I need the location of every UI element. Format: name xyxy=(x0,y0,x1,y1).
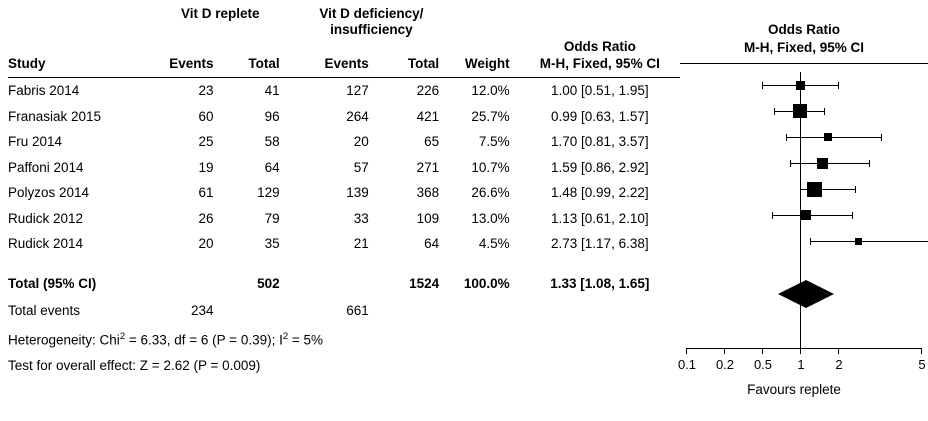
spacer-cell xyxy=(224,298,294,324)
x-tick xyxy=(724,348,725,354)
row-total-2: 226 xyxy=(416,83,440,98)
row-total-1: 96 xyxy=(264,108,280,124)
spacer-cell xyxy=(8,257,680,270)
ci-cap-lower xyxy=(762,82,763,89)
effect-marker xyxy=(793,104,807,118)
row-total-1: 35 xyxy=(264,236,280,251)
row-odds-ratio: 0.99 [0.63, 1.57] xyxy=(551,108,649,124)
spacer-cell xyxy=(520,298,680,324)
effect-marker xyxy=(796,81,805,90)
spacer-cell xyxy=(449,22,519,38)
effect-marker xyxy=(855,238,862,245)
table-row xyxy=(8,180,680,206)
x-tick-label: 1 xyxy=(797,357,805,372)
table-row xyxy=(8,155,680,181)
group-header-deficiency-line2: insufficiency xyxy=(330,22,413,37)
x-tick-label: 5 xyxy=(918,357,926,372)
effect-marker xyxy=(824,133,832,141)
heterogeneity-sup-1: 2 xyxy=(119,330,126,342)
total-events-2: 661 xyxy=(346,302,369,318)
table-row xyxy=(8,206,680,232)
header-weight: Weight xyxy=(464,56,510,71)
row-study: Rudick 2014 xyxy=(8,236,84,251)
row-events-1: 60 xyxy=(198,108,214,124)
row-weight: 4.5% xyxy=(478,236,510,251)
table-total-events-row xyxy=(8,298,680,324)
header-odds-ratio xyxy=(520,38,680,75)
spacer-cell xyxy=(520,22,680,38)
x-tick xyxy=(686,348,687,354)
row-events-2: 264 xyxy=(346,108,369,124)
x-tick-label: 0.5 xyxy=(753,357,773,372)
row-total-1: 79 xyxy=(264,210,280,226)
ci-cap-upper xyxy=(855,186,856,193)
ci-cap-lower xyxy=(790,160,791,167)
heterogeneity-suffix: = 5% xyxy=(288,332,324,347)
ci-line xyxy=(790,163,870,164)
ci-line xyxy=(786,137,882,138)
row-odds-ratio: 1.13 [0.61, 2.10] xyxy=(551,210,649,226)
plot-header-rule xyxy=(680,63,928,64)
x-tick-label: 2 xyxy=(835,357,843,372)
ci-line xyxy=(810,241,928,242)
spacer-cell xyxy=(449,6,519,22)
ci-cap-upper xyxy=(852,212,853,219)
forest-plot-table xyxy=(8,6,680,379)
row-events-1: 26 xyxy=(198,210,214,226)
row-odds-ratio: 2.73 [1.17, 6.38] xyxy=(551,236,649,251)
row-weight: 25.7% xyxy=(471,108,510,124)
total-events-label: Total events xyxy=(8,302,81,318)
row-events-2: 57 xyxy=(353,159,369,175)
row-weight: 12.0% xyxy=(471,83,510,98)
table-spacer xyxy=(8,257,680,270)
total-label: Total (95% CI) xyxy=(8,275,97,291)
header-odds-ratio-title: Odds Ratio xyxy=(563,39,636,54)
heterogeneity-mid: = 6.33, df = 6 (P = 0.39); I xyxy=(125,332,283,347)
row-study: Franasiak 2015 xyxy=(8,108,102,124)
row-weight: 13.0% xyxy=(471,210,510,226)
header-study: Study xyxy=(8,56,46,71)
row-weight: 10.7% xyxy=(471,159,510,175)
forest-plot-panel xyxy=(677,0,928,421)
effect-marker xyxy=(817,158,828,169)
ci-line xyxy=(772,215,853,216)
effect-marker xyxy=(807,182,822,197)
ci-cap-lower xyxy=(810,238,811,245)
row-events-1: 20 xyxy=(198,236,214,251)
row-odds-ratio: 1.00 [0.51, 1.95] xyxy=(551,83,649,98)
table-group-header-row-2 xyxy=(8,22,680,38)
ci-cap-upper xyxy=(869,160,870,167)
spacer-cell xyxy=(449,298,519,324)
x-tick-label: 0.1 xyxy=(677,357,697,372)
x-tick xyxy=(921,348,922,354)
table-column-header-row xyxy=(8,38,680,75)
row-odds-ratio: 1.70 [0.81, 3.57] xyxy=(551,134,649,149)
heterogeneity-text xyxy=(8,324,680,354)
row-events-2: 127 xyxy=(346,83,369,98)
row-total-2: 271 xyxy=(416,159,440,175)
table-row xyxy=(8,231,680,257)
table-total-row xyxy=(8,270,680,298)
row-total-1: 64 xyxy=(264,159,280,175)
row-total-2: 65 xyxy=(424,134,440,149)
ci-cap-lower xyxy=(786,134,787,141)
total-total-2: 1524 xyxy=(409,275,440,291)
row-events-1: 25 xyxy=(198,134,214,149)
table-row xyxy=(8,78,680,104)
spacer-cell xyxy=(383,298,449,324)
total-weight: 100.0% xyxy=(463,275,510,291)
row-odds-ratio: 1.59 [0.86, 2.92] xyxy=(551,159,649,175)
header-odds-ratio-method: M-H, Fixed, 95% CI xyxy=(539,56,660,71)
ci-cap-lower xyxy=(772,212,773,219)
x-tick xyxy=(762,348,763,354)
spacer-cell xyxy=(294,270,383,298)
total-events-1: 234 xyxy=(191,302,214,318)
row-events-2: 33 xyxy=(353,210,369,226)
row-total-1: 129 xyxy=(257,185,280,200)
ci-cap-upper xyxy=(838,82,839,89)
ci-cap-lower xyxy=(800,186,801,193)
summary-diamond xyxy=(776,278,836,310)
spacer-cell xyxy=(147,22,294,38)
x-tick-label: 0.2 xyxy=(715,357,735,372)
spacer-cell xyxy=(8,6,147,22)
x-tick xyxy=(800,348,801,354)
header-total-2: Total xyxy=(407,56,440,71)
row-total-1: 41 xyxy=(264,83,280,98)
row-total-2: 109 xyxy=(416,210,440,226)
group-header-replete: Vit D replete xyxy=(181,6,260,21)
row-events-2: 20 xyxy=(353,134,369,149)
ci-cap-upper xyxy=(824,108,825,115)
table-row xyxy=(8,104,680,130)
spacer-cell xyxy=(147,270,224,298)
plot-subtitle: M-H, Fixed, 95% CI xyxy=(743,40,865,55)
row-events-2: 21 xyxy=(353,236,369,251)
x-axis-line xyxy=(686,348,922,349)
row-study: Rudick 2012 xyxy=(8,210,84,226)
x-axis-label: Favours replete xyxy=(747,382,841,397)
row-weight: 7.5% xyxy=(478,134,510,149)
plot-title: Odds Ratio xyxy=(767,22,840,37)
row-total-2: 64 xyxy=(424,236,440,251)
row-weight: 26.6% xyxy=(471,185,510,200)
spacer-cell xyxy=(8,22,147,38)
ci-cap-upper xyxy=(881,134,882,141)
group-header-deficiency-line1: Vit D deficiency/ xyxy=(319,6,424,21)
row-study: Fabris 2014 xyxy=(8,83,80,98)
row-events-1: 61 xyxy=(198,185,214,200)
row-total-2: 421 xyxy=(416,108,440,124)
row-events-1: 19 xyxy=(198,159,214,175)
row-study: Polyzos 2014 xyxy=(8,185,90,200)
x-tick xyxy=(838,348,839,354)
ci-cap-lower xyxy=(774,108,775,115)
table-overall-effect-row xyxy=(8,353,680,379)
header-events-1: Events xyxy=(169,56,214,71)
row-events-2: 139 xyxy=(346,185,369,200)
total-odds-ratio: 1.33 [1.08, 1.65] xyxy=(550,275,650,291)
header-events-2: Events xyxy=(324,56,369,71)
table-group-header-row xyxy=(8,6,680,22)
row-study: Fru 2014 xyxy=(8,134,63,149)
spacer-cell xyxy=(520,6,680,22)
row-study: Paffoni 2014 xyxy=(8,159,84,175)
heterogeneity-prefix: Heterogeneity: Chi xyxy=(8,332,120,347)
total-total-1: 502 xyxy=(257,275,280,291)
row-total-1: 58 xyxy=(264,134,280,149)
row-total-2: 368 xyxy=(416,185,440,200)
row-events-1: 23 xyxy=(198,83,214,98)
table-heterogeneity-row xyxy=(8,324,680,354)
effect-marker xyxy=(801,210,811,220)
table-row xyxy=(8,129,680,155)
overall-effect-text: Test for overall effect: Z = 2.62 (P = 0.009) xyxy=(8,358,261,373)
row-odds-ratio: 1.48 [0.99, 2.22] xyxy=(551,185,649,200)
header-total-1: Total xyxy=(248,56,280,71)
heterogeneity-sup-2: 2 xyxy=(282,330,289,342)
